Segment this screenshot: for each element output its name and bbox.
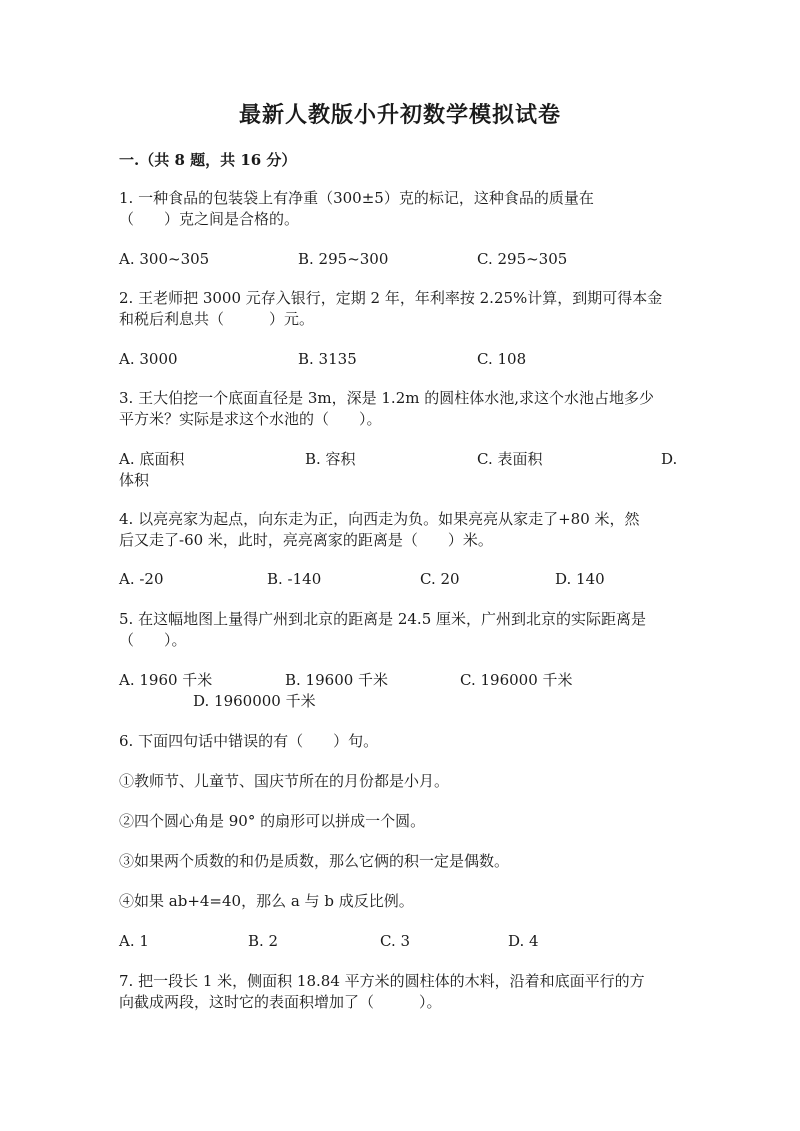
- question-2-option-a: A. 3000: [119, 350, 178, 368]
- question-7-line-2: 向截成两段，这时它的表面积增加了（ ）。: [119, 993, 442, 1011]
- question-6-statement-1: ①教师节、儿童节、国庆节所在的月份都是小月。: [119, 772, 450, 790]
- question-2-line-2: 和税后利息共（ ）元。: [119, 310, 315, 328]
- question-2-line-1: 2. 王老师把 3000 元存入银行，定期 2 年，年利率按 2.25%计算，到期可得本金: [119, 289, 663, 307]
- question-6-statement-2: ②四个圆心角是 90° 的扇形可以拼成一个圆。: [119, 812, 426, 830]
- question-6-option-c: C. 3: [380, 932, 411, 950]
- question-1-line-2: （ ）克之间是合格的。: [119, 210, 300, 228]
- question-4-option-b: B. -140: [267, 570, 322, 588]
- question-1-option-b: B. 295~300: [298, 250, 389, 268]
- question-3-line-2: 平方米？实际是求这个水池的（ ）。: [119, 410, 382, 428]
- question-1-line-1: 1. 一种食品的包装袋上有净重（300±5）克的标记，这种食品的质量在: [119, 189, 594, 207]
- question-3-line-1: 3. 王大伯挖一个底面直径是 3m，深是 1.2m 的圆柱体水池,求这个水池占地多少: [119, 389, 655, 407]
- question-3-option-b: B. 容积: [305, 450, 356, 468]
- question-3-option-d-text: 体积: [119, 471, 150, 489]
- question-1-option-c: C. 295~305: [477, 250, 568, 268]
- question-2-option-c: C. 108: [477, 350, 527, 368]
- question-6-statement-4: ④如果 ab+4=40，那么 a 与 b 成反比例。: [119, 892, 414, 910]
- question-3-option-c: C. 表面积: [477, 450, 543, 468]
- question-1-option-a: A. 300~305: [119, 250, 210, 268]
- question-6-option-b: B. 2: [248, 932, 279, 950]
- question-5-line-1: 5. 在这幅地图上量得广州到北京的距离是 24.5 厘米，广州到北京的实际距离是: [119, 610, 647, 628]
- question-5-option-a: A. 1960 千米: [119, 671, 213, 689]
- question-4-option-d: D. 140: [555, 570, 605, 588]
- question-5-line-2: （ ）。: [119, 631, 187, 649]
- question-6-statement-3: ③如果两个质数的和仍是质数，那么它俩的积一定是偶数。: [119, 852, 510, 870]
- question-6-option-a: A. 1: [119, 932, 149, 950]
- section-heading: 一.（共 8 题，共 16 分）: [119, 151, 297, 169]
- question-3-option-d-label: D.: [661, 450, 678, 468]
- question-6-line-1: 6. 下面四句话中错误的有（ ）句。: [119, 732, 379, 750]
- question-4-option-c: C. 20: [420, 570, 460, 588]
- page-title: 最新人教版小升初数学模拟试卷: [238, 102, 561, 128]
- question-3-option-a: A. 底面积: [119, 450, 185, 468]
- question-4-line-2: 后又走了-60 米，此时，亮亮离家的距离是（ ）米。: [119, 531, 493, 549]
- question-5-option-b: B. 19600 千米: [285, 671, 389, 689]
- question-4-option-a: A. -20: [119, 570, 164, 588]
- question-4-line-1: 4. 以亮亮家为起点，向东走为正，向西走为负。如果亮亮从家走了+80 米，然: [119, 510, 640, 528]
- question-5-option-c: C. 196000 千米: [460, 671, 573, 689]
- question-2-option-b: B. 3135: [298, 350, 357, 368]
- question-7-line-1: 7. 把一段长 1 米，侧面积 18.84 平方米的圆柱体的木料，沿着和底面平行的方: [119, 972, 645, 990]
- question-6-option-d: D. 4: [508, 932, 539, 950]
- question-5-option-d: D. 1960000 千米: [193, 692, 316, 710]
